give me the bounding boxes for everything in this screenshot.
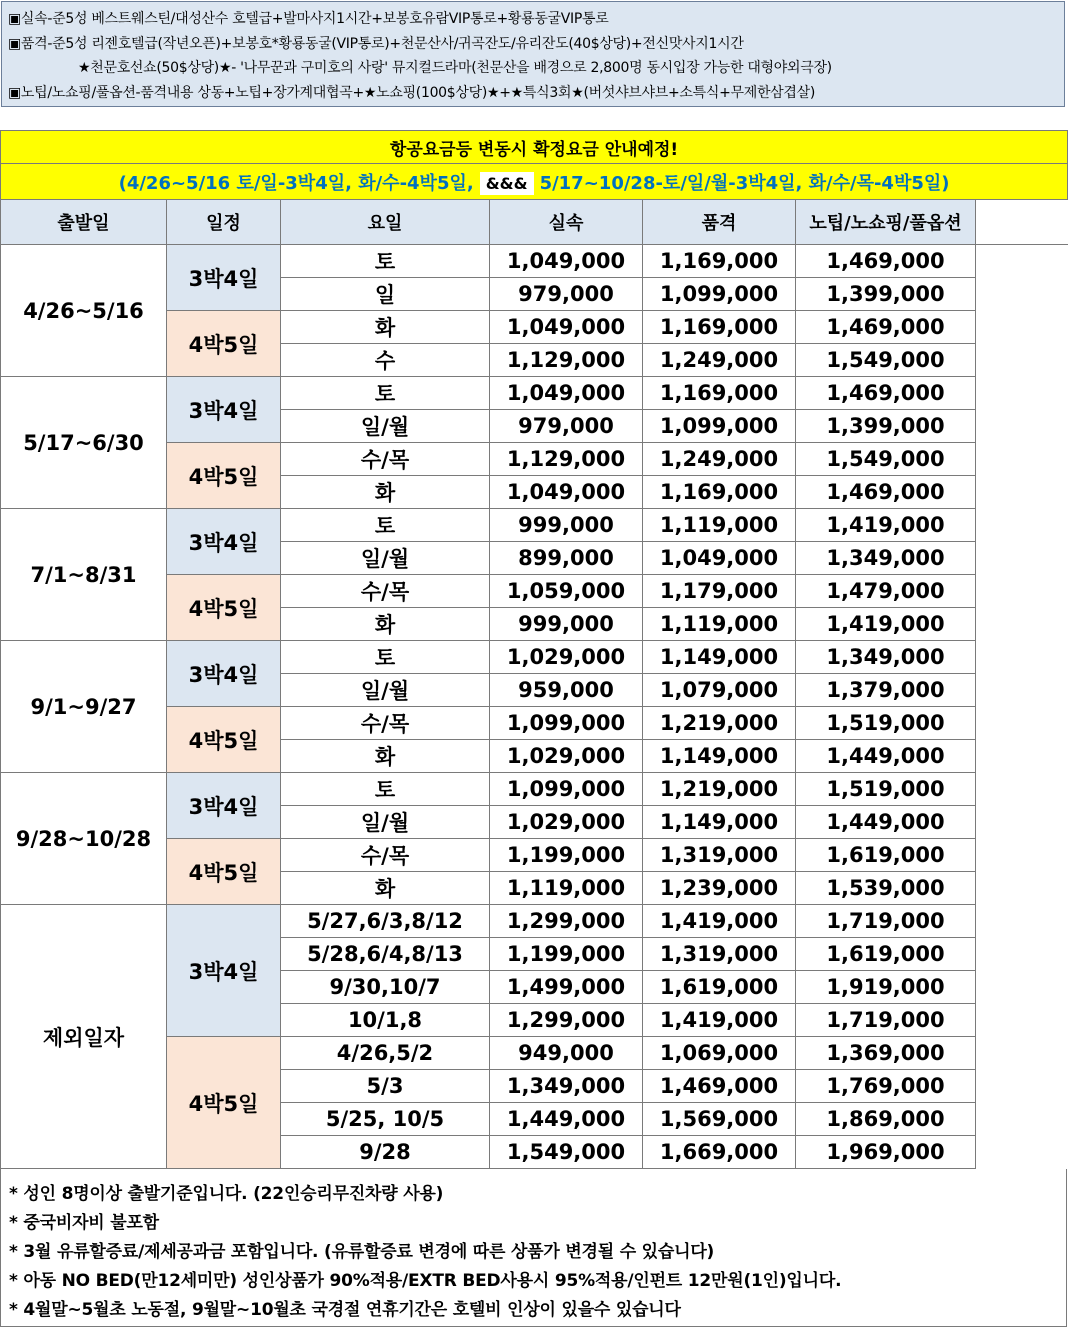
price-premium-cell: 1,049,000 (643, 542, 796, 575)
price-premium-cell: 1,249,000 (643, 443, 796, 476)
price-full-option-cell: 1,419,000 (796, 509, 976, 542)
duration-cell: 3박4일 (167, 641, 281, 707)
price-full-option-cell: 1,549,000 (796, 443, 976, 476)
price-basic-cell: 949,000 (490, 1037, 643, 1070)
duration-cell: 4박5일 (167, 443, 281, 509)
table-row (1, 773, 1068, 806)
package-summary-box (1, 1, 1065, 107)
price-full-option-cell: 1,379,000 (796, 674, 976, 707)
price-premium-cell: 1,169,000 (643, 377, 796, 410)
weekday-cell: 화 (281, 608, 490, 641)
departure-period-cell: 제외일자 (1, 905, 167, 1169)
table-row (1, 245, 1068, 278)
price-premium-cell: 1,119,000 (643, 509, 796, 542)
price-full-option-cell: 1,549,000 (796, 344, 976, 377)
price-full-option-cell: 1,449,000 (796, 806, 976, 839)
notice-line-1: 항공요금등 변동시 확정요금 안내예정! (1, 131, 1068, 164)
summary-line-show: ★천문호선쇼(50$상당)★- '나무꾼과 구미호의 사랑' 뮤지컬드라마(천문산을 배경으로 2,800명 동시입장 가능한 대형야외극장) (78, 60, 832, 76)
empty-cell (976, 872, 1068, 905)
empty-cell (976, 278, 1068, 311)
price-basic-cell: 999,000 (490, 509, 643, 542)
empty-cell (976, 311, 1068, 344)
note-line: * 중국비자비 불포함 (9, 1213, 159, 1233)
price-premium-cell: 1,419,000 (643, 905, 796, 938)
price-basic-cell: 999,000 (490, 608, 643, 641)
price-basic-cell: 1,119,000 (490, 872, 643, 905)
table-row (1, 377, 1068, 410)
price-premium-cell: 1,099,000 (643, 410, 796, 443)
weekday-cell: 5/3 (281, 1070, 490, 1103)
price-basic-cell: 1,199,000 (490, 938, 643, 971)
weekday-cell: 10/1,8 (281, 1004, 490, 1037)
price-basic-cell: 979,000 (490, 278, 643, 311)
empty-cell (976, 707, 1068, 740)
summary-line-full-option: ▣노팁/노쇼핑/풀옵션-품격내용 상동+노팁+장가계대협곡+★노쇼핑(100$상당)★+★특식3회★(버섯샤브샤브+소특식+무제한삼겹살) (8, 85, 816, 101)
schedule-amp-box: &&& (480, 172, 534, 195)
empty-cell (976, 806, 1068, 839)
price-premium-cell: 1,239,000 (643, 872, 796, 905)
price-premium-cell: 1,669,000 (643, 1136, 796, 1169)
departure-period-cell: 9/28~10/28 (1, 773, 167, 905)
price-basic-cell: 1,549,000 (490, 1136, 643, 1169)
price-premium-cell: 1,069,000 (643, 1037, 796, 1070)
price-full-option-cell: 1,419,000 (796, 608, 976, 641)
empty-cell (976, 542, 1068, 575)
empty-cell (976, 344, 1068, 377)
weekday-cell: 9/30,10/7 (281, 971, 490, 1004)
duration-cell: 4박5일 (167, 311, 281, 377)
notice-line-2 (1, 164, 1068, 200)
duration-cell: 3박4일 (167, 245, 281, 311)
summary-line-premium: ▣품격-준5성 리젠호텔급(작년오픈)+보봉호*황룡동굴(VIP통로)+천문산사/귀곡잔도/유리잔도(40$상당)+전신맛사지1시간 (8, 36, 744, 52)
price-premium-cell: 1,149,000 (643, 641, 796, 674)
duration-cell: 3박4일 (167, 509, 281, 575)
price-basic-cell: 1,129,000 (490, 344, 643, 377)
price-premium-cell: 1,419,000 (643, 1004, 796, 1037)
table-row (1, 509, 1068, 542)
weekday-cell: 수/목 (281, 443, 490, 476)
price-basic-cell: 979,000 (490, 410, 643, 443)
price-basic-cell: 1,059,000 (490, 575, 643, 608)
empty-cell (976, 740, 1068, 773)
price-basic-cell: 899,000 (490, 542, 643, 575)
price-premium-cell: 1,169,000 (643, 311, 796, 344)
price-premium-cell: 1,179,000 (643, 575, 796, 608)
price-premium-cell: 1,119,000 (643, 608, 796, 641)
note-line: * 아동 NO BED(만12세미만) 성인상품가 90%적용/EXTR BED사용시 95%적용/인펀트 12만원(1인)입니다. (9, 1271, 842, 1291)
empty-cell (976, 1103, 1068, 1136)
col-header-basic: 실속 (490, 200, 643, 245)
empty-cell (976, 509, 1068, 542)
price-premium-cell: 1,149,000 (643, 806, 796, 839)
weekday-cell: 토 (281, 377, 490, 410)
price-full-option-cell: 1,399,000 (796, 410, 976, 443)
price-basic-cell: 1,099,000 (490, 707, 643, 740)
price-full-option-cell: 1,469,000 (796, 245, 976, 278)
weekday-cell: 수 (281, 344, 490, 377)
col-header-empty (976, 200, 1068, 245)
col-header-premium: 품격 (643, 200, 796, 245)
price-premium-cell: 1,569,000 (643, 1103, 796, 1136)
price-full-option-cell: 1,469,000 (796, 476, 976, 509)
empty-cell (976, 443, 1068, 476)
price-full-option-cell: 1,769,000 (796, 1070, 976, 1103)
schedule-note-left: (4/26~5/16 토/일-3박4일, 화/수-4박5일, (118, 172, 474, 194)
price-basic-cell: 1,129,000 (490, 443, 643, 476)
departure-period-cell: 9/1~9/27 (1, 641, 167, 773)
price-basic-cell: 1,049,000 (490, 377, 643, 410)
col-header-departure: 출발일 (1, 200, 167, 245)
note-line: * 성인 8명이상 출발기준입니다. (22인승리무진차량 사용) (9, 1184, 444, 1204)
weekday-cell: 수/목 (281, 839, 490, 872)
empty-cell (976, 410, 1068, 443)
departure-period-cell: 5/17~6/30 (1, 377, 167, 509)
price-full-option-cell: 1,349,000 (796, 641, 976, 674)
weekday-cell: 9/28 (281, 1136, 490, 1169)
empty-cell (976, 245, 1068, 278)
price-full-option-cell: 1,619,000 (796, 839, 976, 872)
price-premium-cell: 1,469,000 (643, 1070, 796, 1103)
weekday-cell: 토 (281, 509, 490, 542)
price-full-option-cell: 1,349,000 (796, 542, 976, 575)
price-full-option-cell: 1,539,000 (796, 872, 976, 905)
weekday-cell: 토 (281, 773, 490, 806)
empty-cell (976, 641, 1068, 674)
duration-cell: 4박5일 (167, 575, 281, 641)
empty-cell (976, 1037, 1068, 1070)
empty-cell (976, 773, 1068, 806)
table-row (1, 641, 1068, 674)
empty-cell (976, 938, 1068, 971)
duration-cell: 3박4일 (167, 773, 281, 839)
price-basic-cell: 1,049,000 (490, 245, 643, 278)
price-premium-cell: 1,219,000 (643, 707, 796, 740)
price-basic-cell: 1,049,000 (490, 476, 643, 509)
duration-cell: 3박4일 (167, 377, 281, 443)
weekday-cell: 일/월 (281, 410, 490, 443)
weekday-cell: 수/목 (281, 707, 490, 740)
empty-cell (976, 608, 1068, 641)
empty-cell (976, 476, 1068, 509)
table-header-row (1, 200, 1068, 245)
weekday-cell: 화 (281, 476, 490, 509)
price-full-option-cell: 1,719,000 (796, 905, 976, 938)
price-full-option-cell: 1,719,000 (796, 1004, 976, 1037)
duration-cell: 3박4일 (167, 905, 281, 1037)
price-full-option-cell: 1,869,000 (796, 1103, 976, 1136)
schedule-note-right: 5/17~10/28-토/일/월-3박4일, 화/수/목-4박5일) (539, 172, 950, 194)
notice-row-schedule (1, 164, 1068, 200)
weekday-cell: 토 (281, 245, 490, 278)
price-table (0, 130, 1068, 1169)
price-premium-cell: 1,319,000 (643, 938, 796, 971)
price-full-option-cell: 1,919,000 (796, 971, 976, 1004)
duration-cell: 4박5일 (167, 707, 281, 773)
price-full-option-cell: 1,399,000 (796, 278, 976, 311)
empty-cell (976, 1070, 1068, 1103)
price-full-option-cell: 1,469,000 (796, 311, 976, 344)
notes-box (0, 1169, 1067, 1327)
weekday-cell: 화 (281, 311, 490, 344)
table-row (1, 905, 1068, 938)
col-header-full-option: 노팁/노쇼핑/풀옵션 (796, 200, 976, 245)
weekday-cell: 토 (281, 641, 490, 674)
col-header-weekday: 요일 (281, 200, 490, 245)
price-full-option-cell: 1,519,000 (796, 773, 976, 806)
price-premium-cell: 1,169,000 (643, 476, 796, 509)
price-premium-cell: 1,169,000 (643, 245, 796, 278)
price-basic-cell: 1,199,000 (490, 839, 643, 872)
price-basic-cell: 1,049,000 (490, 311, 643, 344)
weekday-cell: 화 (281, 872, 490, 905)
empty-cell (976, 575, 1068, 608)
col-header-duration: 일정 (167, 200, 281, 245)
weekday-cell: 일/월 (281, 806, 490, 839)
price-full-option-cell: 1,479,000 (796, 575, 976, 608)
price-basic-cell: 959,000 (490, 674, 643, 707)
price-basic-cell: 1,029,000 (490, 740, 643, 773)
empty-cell (976, 674, 1068, 707)
price-full-option-cell: 1,369,000 (796, 1037, 976, 1070)
price-premium-cell: 1,149,000 (643, 740, 796, 773)
weekday-cell: 5/25, 10/5 (281, 1103, 490, 1136)
price-full-option-cell: 1,619,000 (796, 938, 976, 971)
weekday-cell: 일/월 (281, 542, 490, 575)
weekday-cell: 일/월 (281, 674, 490, 707)
price-basic-cell: 1,029,000 (490, 641, 643, 674)
summary-line-basic: ▣실속-준5성 베스트웨스틴/대성산수 호텔급+발마사지1시간+보봉호유람VIP통로+황룡동굴VIP통로 (8, 11, 609, 27)
weekday-cell: 수/목 (281, 575, 490, 608)
empty-cell (976, 971, 1068, 1004)
price-premium-cell: 1,319,000 (643, 839, 796, 872)
price-premium-cell: 1,079,000 (643, 674, 796, 707)
departure-period-cell: 7/1~8/31 (1, 509, 167, 641)
note-line: * 4월말~5월초 노동절, 9월말~10월초 국경절 연휴기간은 호텔비 인상이 있을수 있습니다 (9, 1300, 681, 1320)
price-basic-cell: 1,349,000 (490, 1070, 643, 1103)
price-basic-cell: 1,299,000 (490, 1004, 643, 1037)
price-full-option-cell: 1,969,000 (796, 1136, 976, 1169)
price-premium-cell: 1,219,000 (643, 773, 796, 806)
weekday-cell: 화 (281, 740, 490, 773)
price-basic-cell: 1,099,000 (490, 773, 643, 806)
price-basic-cell: 1,029,000 (490, 806, 643, 839)
notice-row (1, 131, 1068, 164)
weekday-cell: 5/27,6/3,8/12 (281, 905, 490, 938)
empty-cell (976, 839, 1068, 872)
departure-period-cell: 4/26~5/16 (1, 245, 167, 377)
price-full-option-cell: 1,519,000 (796, 707, 976, 740)
duration-cell: 4박5일 (167, 1037, 281, 1169)
price-full-option-cell: 1,449,000 (796, 740, 976, 773)
weekday-cell: 4/26,5/2 (281, 1037, 490, 1070)
empty-cell (976, 1136, 1068, 1169)
price-premium-cell: 1,099,000 (643, 278, 796, 311)
note-line: * 3월 유류할증료/제세공과금 포함입니다. (유류할증료 변경에 따른 상품가 변경될 수 있습니다) (9, 1242, 715, 1262)
duration-cell: 4박5일 (167, 839, 281, 905)
price-full-option-cell: 1,469,000 (796, 377, 976, 410)
empty-cell (976, 905, 1068, 938)
weekday-cell: 일 (281, 278, 490, 311)
price-basic-cell: 1,299,000 (490, 905, 643, 938)
weekday-cell: 5/28,6/4,8/13 (281, 938, 490, 971)
price-basic-cell: 1,499,000 (490, 971, 643, 1004)
price-premium-cell: 1,619,000 (643, 971, 796, 1004)
price-basic-cell: 1,449,000 (490, 1103, 643, 1136)
empty-cell (976, 377, 1068, 410)
price-premium-cell: 1,249,000 (643, 344, 796, 377)
empty-cell (976, 1004, 1068, 1037)
